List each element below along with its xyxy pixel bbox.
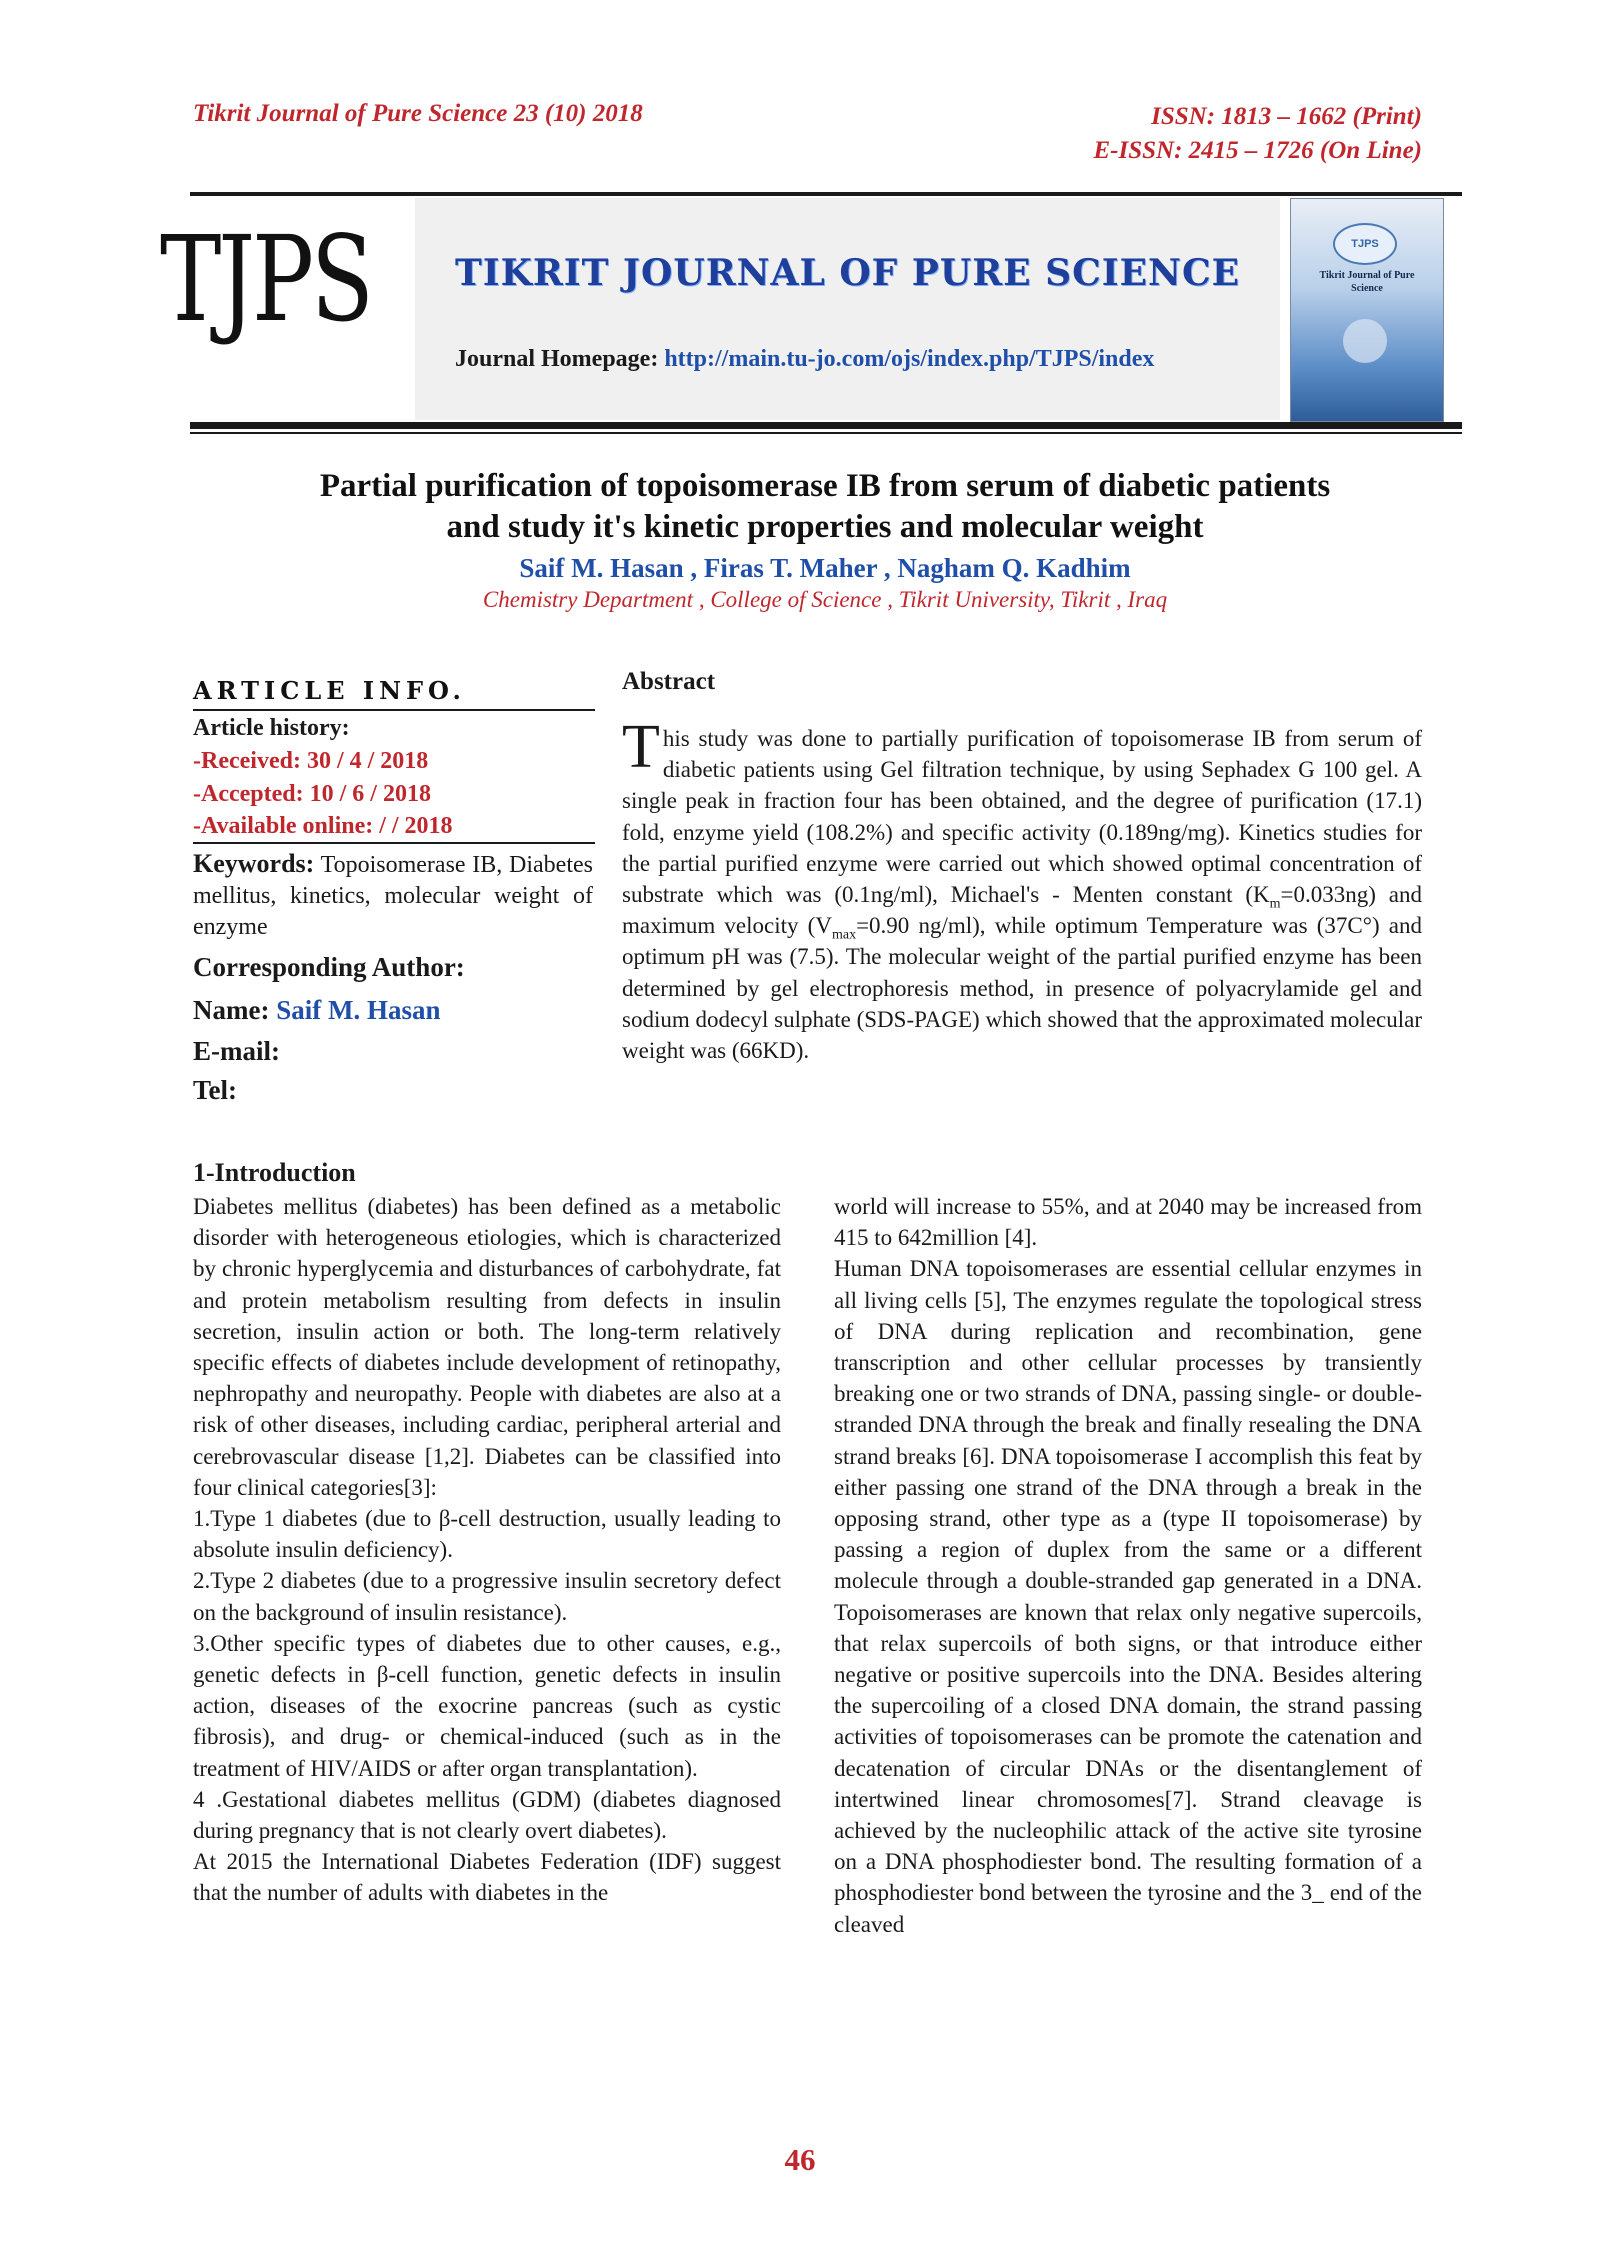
article-info-rule (193, 709, 595, 711)
journal-homepage (455, 346, 1154, 373)
journal-name: TIKRIT JOURNAL OF PURE SCIENCE (454, 252, 1241, 294)
title-line-2: and study it's kinetic properties and molecular weight (446, 509, 1204, 545)
name-label: Name: (193, 995, 277, 1025)
paragraph: 4 .Gestational diabetes mellitus (GDM) (diabetes diagnosed during pregnancy that is not clearly overt diabetes). (193, 1786, 781, 1844)
journal-logo: TJPS (160, 210, 371, 348)
article-title (160, 466, 1490, 548)
keywords-label: Keywords: (193, 849, 315, 878)
abstract-heading: Abstract (622, 668, 716, 695)
author-name-value: Saif M. Hasan (276, 995, 441, 1025)
cover-title: Tikrit Journal of Pure Science (1319, 270, 1415, 294)
issn-block (1094, 100, 1423, 168)
article-info-rule-2 (193, 842, 595, 844)
journal-cover-image (1290, 198, 1444, 422)
abstract-part-1: his study was done to partially purification of topoisomerase IB from serum of diabetic patients using Gel filtration technique, by using Sephadex G 100 gel. A single peak in fraction four has been obtained, and the degree of purification (17.1) fold, enzyme yield (108.2%) and specific activity (0.189ng/mg). Kinetics studies for the partial purified enzyme were carried out which showed optimal concentration of substrate which was (0.1ng/ml), Michael's - Menten constant (K (622, 726, 1422, 908)
article-affiliation: Chemistry Department , College of Science , Tikrit University, Tikrit , Iraq (482, 587, 1168, 612)
paragraph: 3.Other specific types of diabetes due to other causes, e.g., genetic defects in β-cell function, genetic defects in insulin action, diseases of the exocrine pancreas (such as cystic fibrosis), and drug- or chemical-induced (such as in the treatment of HIV/AIDS or after organ transplantation). (193, 1630, 781, 1781)
tel-label: Tel: (193, 1075, 238, 1105)
homepage-label: Journal Homepage: (455, 346, 665, 372)
abstract-part-3: =0.90 ng/ml), while optimum Temperature was (37C°) and optimum pH was (7.5). The molecular weight of the partial purified enzyme has been determined by gel electrophoresis method, in presence of polyacrylamide gel and sodium dodecyl sulphate (SDS-PAGE) which showed that the approximated molecular weight was (66KD). (622, 913, 1422, 1064)
title-line-1: Partial purification of topoisomerase IB from serum of diabetic patients (319, 468, 1331, 504)
masthead-top-rule (190, 192, 1462, 196)
masthead-bottom-rule-thin (190, 432, 1462, 434)
journal-issue: Tikrit Journal of Pure Science 23 (10) 2018 (193, 100, 643, 127)
vmax-subscript: max (831, 927, 857, 943)
homepage-link[interactable]: http://main.tu-jo.com/ojs/index.php/TJPS/index (664, 346, 1155, 372)
issn-online: E-ISSN: 2415 – 1726 (On Line) (1093, 137, 1422, 164)
paragraph: Diabetes mellitus (diabetes) has been defined as a metabolic disorder with heterogeneous etiologies, which is characterized by chronic hyperglycemia and disturbances of carbohydrate, fat and protein metabolism resulting from defects in insulin secretion, insulin action or both. The long-term relatively specific effects of diabetes include development of retinopathy, nephropathy and neuropathy. People with diabetes are also at a risk of other diseases, including cardiac, peripheral arterial and cerebrovascular disease [1,2]. Diabetes can be classified into four clinical categories[3]: (193, 1194, 781, 1500)
paragraph: At 2015 the International Diabetes Federation (IDF) suggest that the number of adults with diabetes in the (193, 1849, 781, 1906)
introduction-heading: 1-Introduction (193, 1158, 356, 1187)
abstract-part-2: =0.033ng) and maximum velocity (V (622, 882, 1422, 939)
intro-left-column (193, 1191, 781, 1909)
paragraph: Human DNA topoisomerases are essential cellular enzymes in all living cells [5], The enzymes regulate the topological stress of DNA during replication and recombination, gene transcription and other cellular processes by transiently breaking one or two strands of DNA, passing single- or double-stranded DNA through the break and finally resealing the DNA strand breaks [6]. DNA topoisomerase I accomplish this feat by either passing one strand of the DNA through a break in the opposing strand, other type as a (type II topoisomerase) by passing a region of duplex from the same or a different molecule through a double-stranded gap generated in a DNA. Topoisomerases are known that relax only negative supercoils, that relax supercoils of both signs, or that introduce either negative or positive supercoils into the DNA. Besides altering the supercoiling of a closed DNA domain, the strand passing activities of topoisomerases can be promote the catenation and decatenation of circular DNAs or the disentanglement of intertwined linear chromosomes[7]. Strand cleavage is achieved by the nucleophilic attack of the active site tyrosine on a DNA phosphodiester bond. The resulting formation of a phosphodiester bond between the tyrosine and the 3_ end of the cleaved (834, 1256, 1422, 1937)
article-info-heading: ARTICLE INFO. (193, 676, 466, 705)
issn-print: ISSN: 1813 – 1662 (Print) (1151, 103, 1422, 130)
page-number: 46 (784, 2142, 816, 2177)
email-label: E-mail: (193, 1036, 280, 1066)
paragraph: 1.Type 1 diabetes (due to β-cell destruction, usually leading to absolute insulin deficiency). (193, 1506, 781, 1563)
received-date: -Received: 30 / 4 / 2018 (193, 748, 429, 774)
abstract-text (622, 713, 1422, 1066)
available-online-date: -Available online: / / 2018 (193, 813, 453, 839)
keywords (193, 848, 593, 943)
corresponding-author-label: Corresponding Author: (193, 952, 465, 982)
abstract-dropcap: T (622, 713, 660, 781)
paragraph: 2.Type 2 diabetes (due to a progressive insulin secretory defect on the background of insulin resistance). (193, 1568, 781, 1625)
article-history-label: Article history: (193, 715, 350, 741)
keywords-value: Topoisomerase IB, Diabetes mellitus, kinetics, molecular weight of enzyme (193, 852, 593, 940)
paragraph: world will increase to 55%, and at 2040 may be increased from 415 to 642million [4]. (834, 1194, 1422, 1251)
masthead-band (415, 198, 1280, 420)
km-subscript: m (1269, 896, 1281, 912)
intro-right-column (834, 1191, 1422, 1940)
accepted-date: -Accepted: 10 / 6 / 2018 (193, 781, 431, 807)
masthead-bottom-rule (190, 422, 1462, 429)
cover-badge: TJPS (1333, 223, 1397, 265)
article-authors: Saif M. Hasan , Firas T. Maher , Nagham Q. Kadhim (519, 553, 1131, 583)
cover-emblem-icon (1343, 319, 1387, 363)
author-name (193, 995, 441, 1026)
